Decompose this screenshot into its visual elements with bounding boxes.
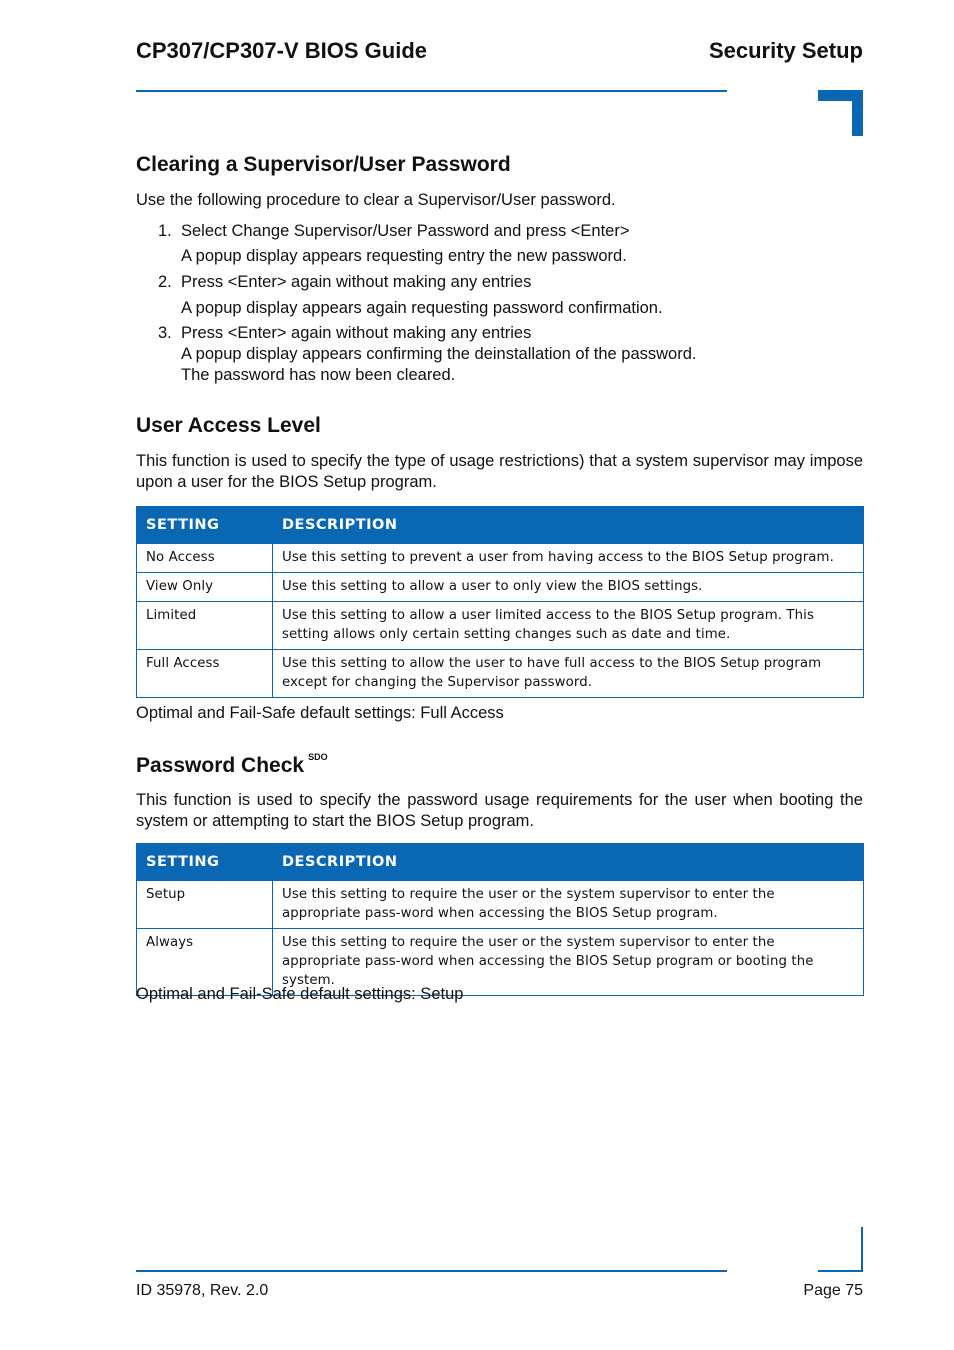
document-title: CP307/CP307-V BIOS Guide: [136, 38, 427, 63]
password-check-heading-text: Password Check: [136, 754, 305, 777]
column-header-setting: SETTING: [137, 507, 273, 544]
password-check-heading: [136, 752, 328, 778]
section-title: Security Setup: [708, 38, 863, 63]
page-number: Page 75: [803, 1282, 863, 1299]
password-check-table: [136, 843, 864, 996]
table-row: [137, 544, 864, 573]
footer-corner-mark-horizontal: [818, 1270, 863, 1272]
user-access-heading: User Access Level: [136, 414, 321, 437]
setting-cell: Setup: [137, 881, 273, 929]
user-access-table: [136, 506, 864, 698]
password-check-intro: This function is used to specify the password usage requirements for the user when booting the system or attempting to start the BIOS Setup program.: [136, 791, 863, 830]
clearing-password-heading: Clearing a Supervisor/User Password: [136, 153, 511, 176]
step-text: Press <Enter> again without making any entries: [181, 273, 532, 291]
step-3-note: The password has now been cleared.: [181, 366, 456, 384]
step-2-note: A popup display appears again requesting password confirmation.: [181, 299, 663, 317]
footer-corner-mark: [861, 1227, 863, 1272]
clearing-password-intro: Use the following procedure to clear a Supervisor/User password.: [136, 191, 616, 209]
table-row: [137, 602, 864, 650]
description-cell: Use this setting to require the user or the system supervisor to enter the appropriate pass-word when accessing the BIOS Setup program or booting the system.: [273, 929, 864, 996]
step-number: 1.: [158, 222, 172, 240]
header-rule: [136, 90, 727, 92]
footer-rule: [136, 1270, 727, 1272]
table-header-row: [137, 844, 864, 881]
column-header-description: DESCRIPTION: [273, 507, 864, 544]
description-cell: Use this setting to allow a user limited access to the BIOS Setup program. This setting allows only certain setting changes such as date and time.: [273, 602, 864, 650]
setting-cell: Full Access: [137, 650, 273, 698]
column-header-description: DESCRIPTION: [273, 844, 864, 881]
header-corner-mark-vertical: [852, 90, 863, 136]
table-row: [137, 573, 864, 602]
description-cell: Use this setting to allow a user to only view the BIOS settings.: [273, 573, 864, 602]
setting-cell: View Only: [137, 573, 273, 602]
password-check-default-note: Optimal and Fail-Safe default settings: Setup: [136, 985, 464, 1003]
column-header-setting: SETTING: [137, 844, 273, 881]
description-cell: Use this setting to require the user or the system supervisor to enter the appropriate pass-word when accessing the BIOS Setup program.: [273, 881, 864, 929]
table-row: [137, 650, 864, 698]
step-number: 2.: [158, 273, 172, 291]
step-3-note: A popup display appears confirming the deinstallation of the password.: [181, 345, 697, 363]
table-header-row: [137, 507, 864, 544]
setting-cell: No Access: [137, 544, 273, 573]
user-access-intro: This function is used to specify the type of usage restrictions) that a system supervisor may impose upon a user for the BIOS Setup program.: [136, 452, 863, 491]
step-text: Select Change Supervisor/User Password and press <Enter>: [181, 222, 630, 240]
description-cell: Use this setting to prevent a user from having access to the BIOS Setup program.: [273, 544, 864, 573]
document-id: ID 35978, Rev. 2.0: [136, 1282, 269, 1299]
setting-cell: Limited: [137, 602, 273, 650]
step-1-note: A popup display appears requesting entry the new password.: [181, 247, 627, 265]
table-row: [137, 881, 864, 929]
description-cell: Use this setting to allow the user to have full access to the BIOS Setup program except for changing the Supervisor password.: [273, 650, 864, 698]
user-access-default-note: Optimal and Fail-Safe default settings: Full Access: [136, 704, 504, 722]
sdo-superscript: SDO: [308, 752, 328, 762]
step-text: Press <Enter> again without making any entries: [181, 324, 532, 342]
setting-cell: Always: [137, 929, 273, 996]
step-number: 3.: [158, 324, 172, 342]
